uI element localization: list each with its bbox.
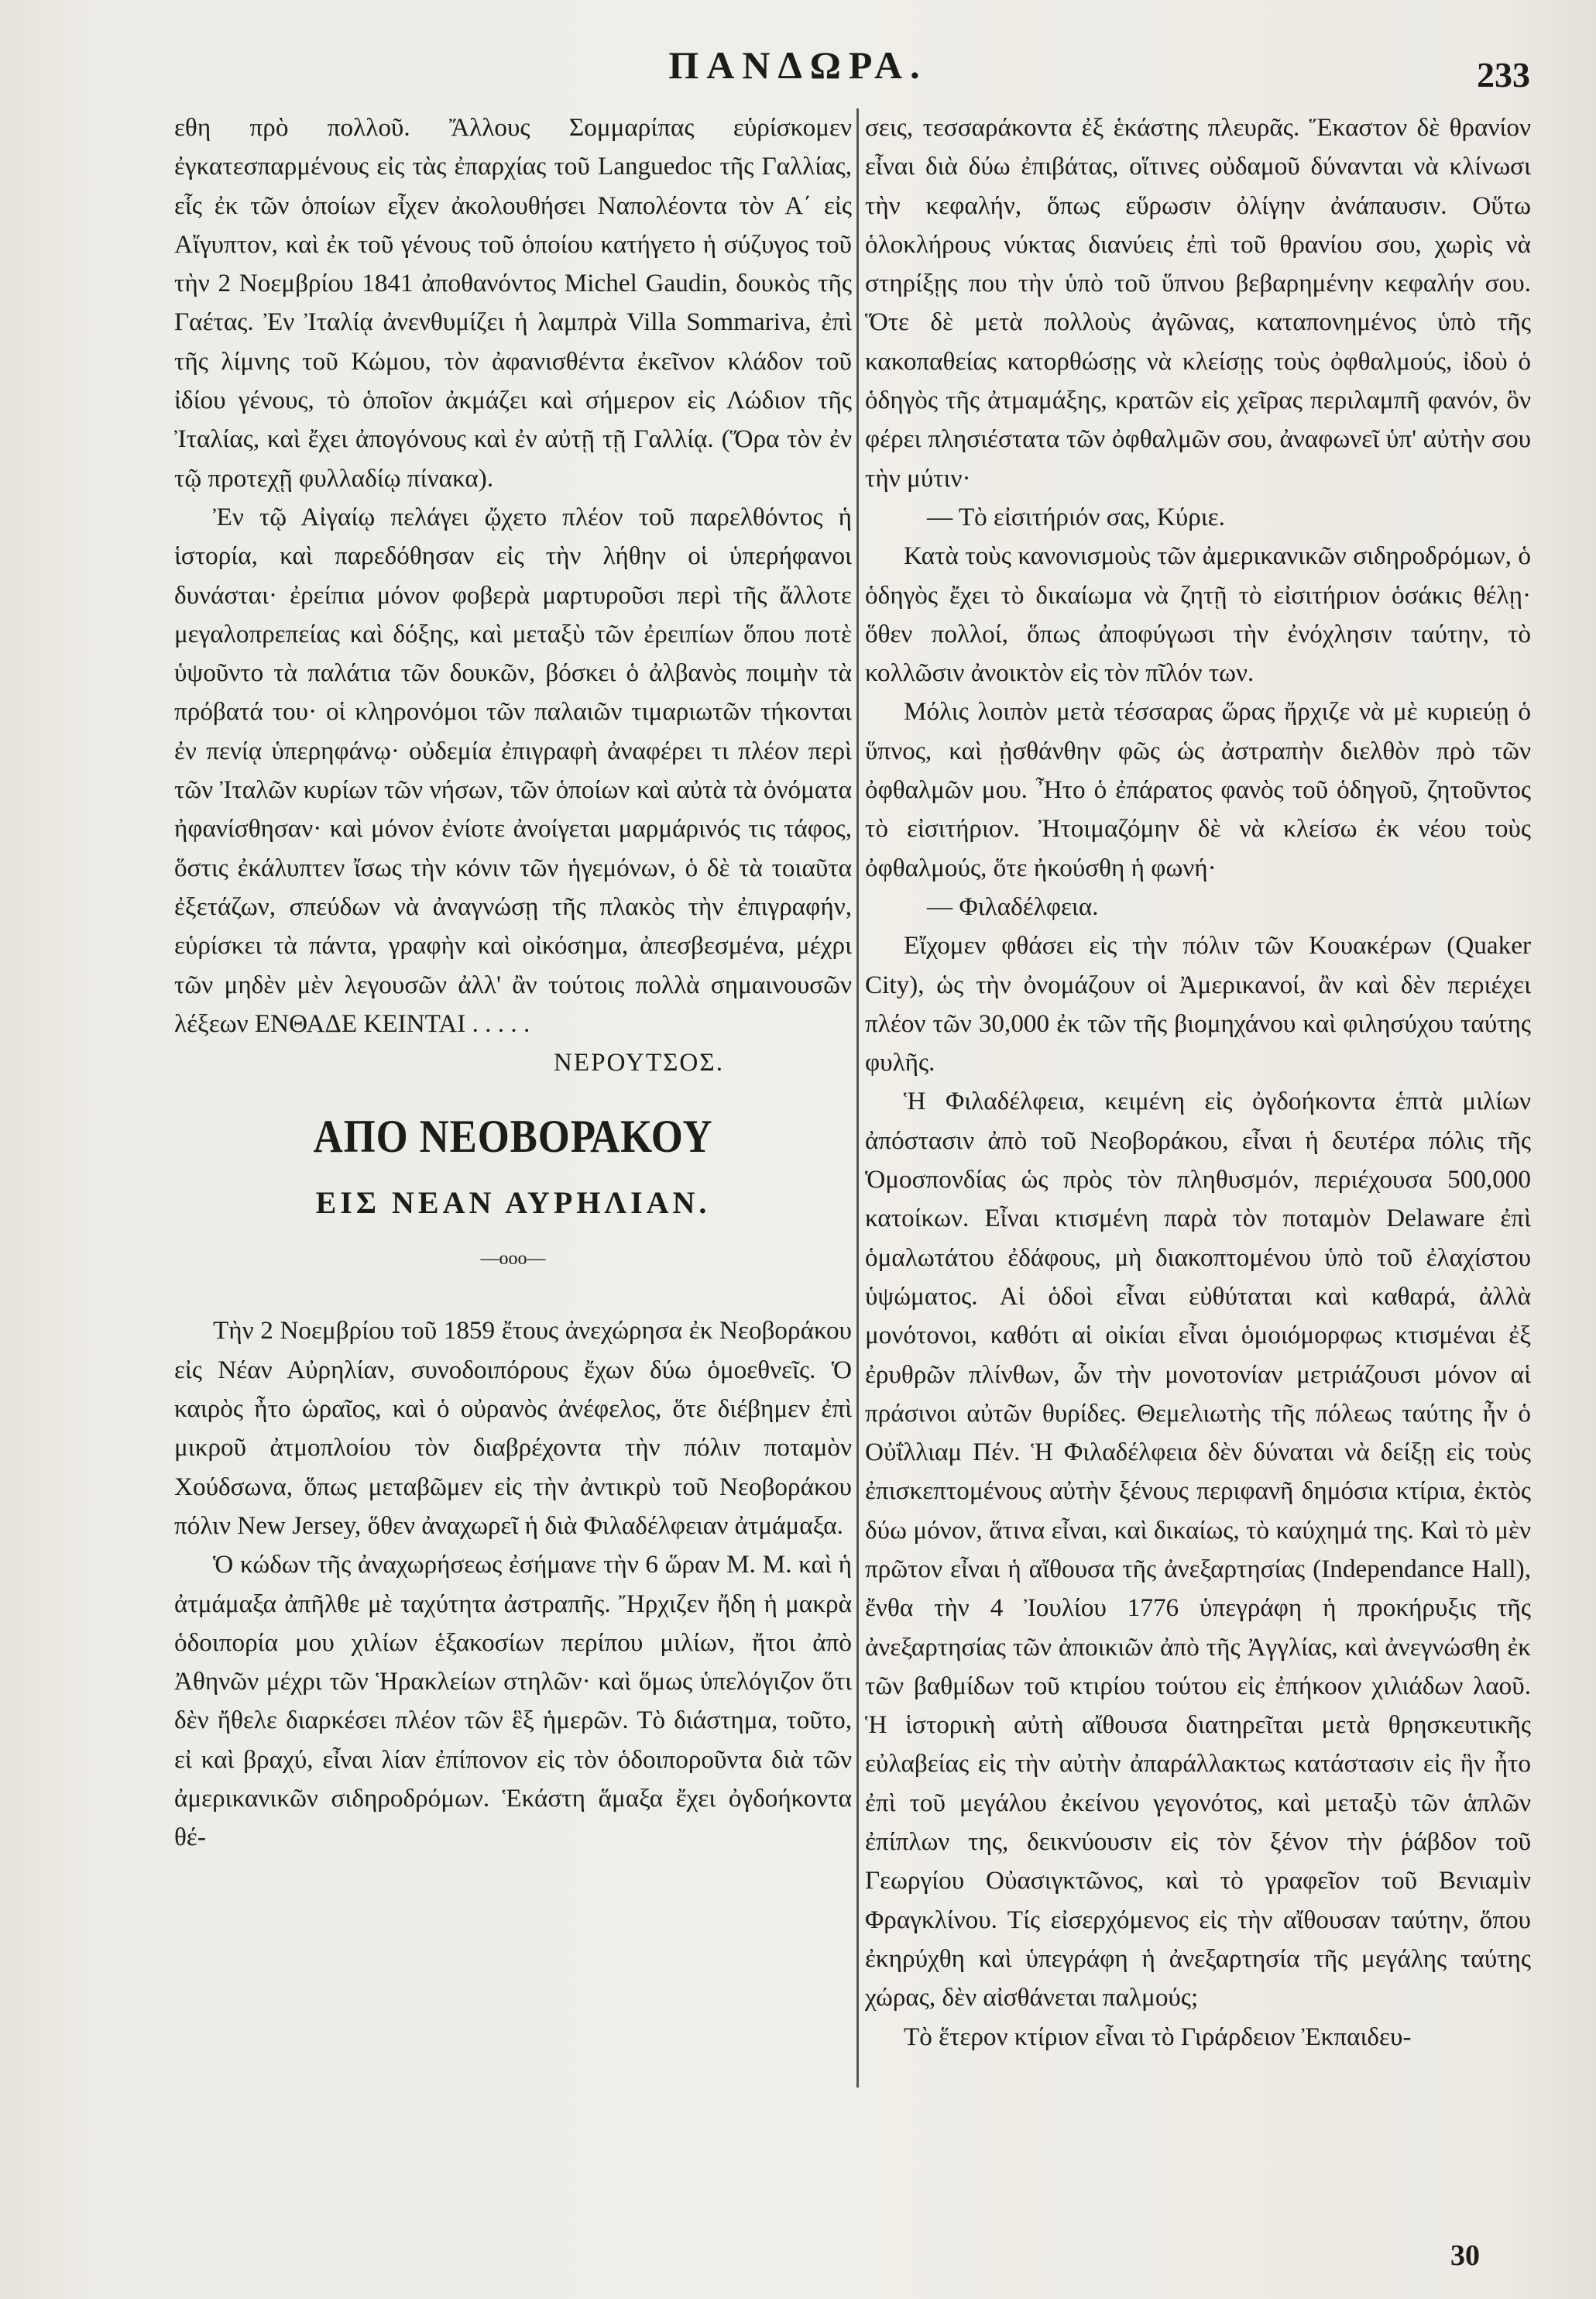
page-number: 233	[1477, 55, 1530, 95]
paragraph: Ἡ Φιλαδέλφεια, κειμένη εἰς ὀγδοήκοντα ἑπτὰ μιλίων ἀπόστασιν ἀπὸ τοῦ Νεοβοράκου, εἶναι ἡ δευτέρα πόλις τῆς Ὁμοσπονδίας ὡς πρὸς τὸν πληθυσμόν, περιέχουσα 500,000 κατοίκων. Εἶναι κτισμένη παρὰ τὸν ποταμὸν Delaware ἐπὶ ὁμαλωτάτου ἐδάφους, μὴ διακοπτομένου ὑπὸ τοῦ ἐλαχίστου ὑψώματος. Αἱ ὁδοὶ εἶναι εὐθύταται καὶ καθαρά, ἀλλὰ μονότονοι, καθότι αἱ οἰκίαι εἶναι ὁμοιόμορφως κτισμέναι ἐξ ἐρυθρῶν πλίνθων, ὧν τὴν μονοτονίαν μετριάζουσι μόνον αἱ πράσινοι αὐτῶν θυρίδες. Θεμελιωτὴς τῆς πόλεως ταύτης ἦν ὁ Οὐΐλλιαμ Πέν. Ἡ Φιλαδέλφεια δὲν δύναται νὰ δείξῃ εἰς τοὺς ἐπισκεπτομένους αὐτὴν ξένους περιφανῆ δημόσια κτίρια, ἐκτὸς δύω μόνον, ἅτινα εἶναι, καὶ δικαίως, τὸ καύχημά της. Καὶ τὸ μὲν πρῶτον εἶναι ἡ αἴθουσα τῆς ἀνεξαρτησίας (Independance Hall), ἔνθα τὴν 4 Ἰουλίου 1776 ὑπεγράφη ἡ προκήρυξις τῆς ἀνεξαρτησίας τῶν ἀποικιῶν ἀπὸ τῆς Ἀγγλίας, καὶ ἀνεγνώσθη ἐκ τῶν βαθμίδων τοῦ κτιρίου τούτου εἰς ἐπήκοον χιλιάδων λαοῦ. Ἡ ἱστορικὴ αὐτὴ αἴθουσα διατηρεῖται μετὰ θρησκευτικῆς εὐλαβείας εἰς τὴν αὐτὴν ἀπαράλλακτως κατάστασιν εἰς ἣν ἦτο ἐπὶ τοῦ μεγάλου ἐκείνου γεγονότος, καὶ μεταξὺ τῶν ἁπλῶν ἐπίπλων της, δεικνύουσιν εἰς τὸν ξένον τὴν ῥάβδον τοῦ Γεωργίου Οὐασιγκτῶνος, καὶ τὸ γραφεῖον τοῦ Βενιαμὶν Φραγκλίνου. Τίς εἰσερχόμενος εἰς τὴν αἴθουσαν ταύτην, ὅπου ἐκηρύχθη καὶ ὑπεγράφη ἡ ἀνεξαρτησία τῆς μεγάλης ταύτης χώρας, δὲν αἰσθάνεται παλμούς;	[865, 1087, 1531, 2012]
article-subtitle: ΕΙΣ ΝΕΑΝ ΑΥΡΗΛΙΑΝ.	[315, 1185, 711, 1221]
paragraph: Μόλις λοιπὸν μετὰ τέσσαρας ὥρας ἤρχιζε νὰ μὲ κυριεύῃ ὁ ὕπνος, καὶ ᾐσθάνθην φῶς ὡς ἀστραπὴν διελθὸν πρὸ τῶν ὀφθαλμῶν μου. Ἦτο ὁ ἐπάρατος φανὸς τοῦ ὁδηγοῦ, ζητοῦντος τὸ εἰσιτήριον. Ἠτοιμαζόμην δὲ νὰ κλείσω ἐκ νέου τοὺς ὀφθαλμούς, ὅτε ἠκούσθη ἡ φωνή·	[865, 697, 1531, 882]
paragraph: Εἴχομεν φθάσει εἰς τὴν πόλιν τῶν Κουακέρων (Quaker City), ὡς τὴν ὀνομάζουν οἱ Ἀμερικανοί, ἂν καὶ δὲν περιέχει πλέον τῶν 30,000 ἐκ τῶν τῆς βιομηχάνου καὶ φιλησύχου ταύτης φυλῆς.	[865, 931, 1531, 1077]
paragraph: σεις, τεσσαράκοντα ἐξ ἑκάστης πλευρᾶς. Ἕκαστον δὲ θρανίον εἶναι διὰ δύω ἐπιβάτας, οἵτινες οὐδαμοῦ δύνανται νὰ κλίνωσι τὴν κεφαλήν, ὅπως εὕρωσιν ὀλίγην ἀνάπαυσιν. Οὕτω ὁλοκλήρους νύκτας διανύεις ἐπὶ τοῦ θρανίου σου, χωρὶς νὰ στηρίξῃς που τὴν ὑπὸ τοῦ ὕπνου βεβαρημένην κεφαλήν σου. Ὅτε δὲ μετὰ πολλοὺς ἀγῶνας, καταπονημένος ὑπὸ τῆς κακοπαθείας κατορθώσῃς νὰ κλείσῃς τοὺς ὀφθαλμούς, ἰδοὺ ὁ ὁδηγὸς τῆς ἀτμαμάξης, κρατῶν εἰς χεῖρας περιλαμπῆ φανόν, ὃν φέρει πλησιέστατα τῶν ὀφθαλμῶν σου, ἀναφωνεῖ ὑπ' αὐτὴν σου τὴν μύτιν·	[865, 113, 1531, 493]
paragraph: Τὴν 2 Νοεμβρίου τοῦ 1859 ἔτους ἀνεχώρησα ἐκ Νεοβοράκου εἰς Νέαν Αὐρηλίαν, συνοδοιπόρους ἔχων δύω ὁμοεθνεῖς. Ὁ καιρὸς ἦτο ὡραῖος, καὶ ὁ οὐρανὸς ἀνέφελος, ὅτε διέβημεν ἐπὶ μικροῦ ἀτμοπλοίου τὸν διαβρέχοντα τὴν πόλιν ποταμὸν Χούδσωνα, ὅπως μεταβῶμεν εἰς τὴν ἀντικρὺ τοῦ Νεοβοράκου πόλιν New Jersey, ὅθεν ἀναχωρεῖ ἡ διὰ Φιλαδέλφειαν ἀτμάμαξα.	[174, 1316, 852, 1540]
dialogue-line: — Τὸ εἰσιτήριόν σας, Κύριε.	[927, 502, 1225, 531]
paragraph: Ἐν τῷ Αἰγαίῳ πελάγει ᾤχετο πλέον τοῦ παρελθόντος ἡ ἱστορία, καὶ παρεδόθησαν εἰς τὴν λήθην οἱ ὑπερήφανοι δυνάσται· ἐρείπια μόνον φοβερὰ μαρτυροῦσι περὶ τῆς ἄλλοτε μεγαλοπρεπείας καὶ δόξης, καὶ μεταξὺ τῶν ἐρειπίων ὅπου ποτὲ ὑψοῦντο τὰ παλάτια τῶν δουκῶν, βόσκει ὁ ἀλβανὸς ποιμὴν τὰ πρόβατά του· οἱ κληρονόμοι τῶν παλαιῶν τιμαριωτῶν τήκονται ἐν πενίᾳ ὑπερηφάνῳ· οὐδεμία ἐπιγραφὴ ἀναφέρει τι πλέον περὶ τῶν Ἰταλῶν κυρίων τῶν νήσων, τῶν ὁποίων καὶ αὐτὰ τὰ ὀνόματα ἠφανίσθησαν· καὶ μόνον ἐνίοτε ἀνοίγεται μαρμάρινός τις τάφος, ὅστις ἐκάλυπτεν ἴσως τὴν κόνιν τῶν ἡγεμόνων, ὁ δὲ τὰ τοιαῦτα ἐξετάζων, σπεύδων νὰ ἀναγνώσῃ τῆς πλακὸς τὴν ἐπιγραφήν, εὑρίσκει τὰ πάντα, γραφὴν καὶ οἰκόσημα, ἀπεσβεσμένα, μέχρι τῶν μηδὲν μὲν λεγουσῶν ἀλλ' ἂν τούτοις πολλὰ σημαινουσῶν λέξεων ΕΝΘΑΔΕ ΚΕΙΝΤΑΙ . . . . .	[174, 502, 852, 1038]
paragraph: Ὁ κώδων τῆς ἀναχωρήσεως ἐσήμανε τὴν 6 ὥραν Μ. Μ. καὶ ἡ ἀτμάμαξα ἀπῆλθε μὲ ταχύτητα ἀστραπῆς. Ἤρχιζεν ἤδη ἡ μακρὰ ὁδοιπορία μου χιλίων ἑξακοσίων περίπου μιλίων, ἤτοι ἀπὸ Ἀθηνῶν μέχρι τῶν Ἡρακλείων στηλῶν· καὶ ὅμως ὑπελόγιζον ὅτι δὲν ἤθελε διαρκέσει πλέον τῶν ἓξ ἡμερῶν. Τὸ διάστημα, τοῦτο, εἰ καὶ βραχύ, εἶναι λίαν ἐπίπονον εἰς τὸν ὁδοιποροῦντα διὰ τῶν ἀμερικανικῶν σιδηροδρόμων. Ἑκάστη ἅμαξα ἔχει ὀγδοήκοντα θέ-	[174, 1550, 852, 1852]
paragraph: εθη πρὸ πολλοῦ. Ἄλλους Σομμαρίπας εὑρίσκομεν ἐγκατεσπαρμένους εἰς τὰς ἐπαρχίας τοῦ Languedoc τῆς Γαλλίας, εἷς ἐκ τῶν ὁποίων εἶχεν ἀκολουθήσει Ναπολέοντα τὸν Α΄ εἰς Αἴγυπτον, καὶ ἐκ τοῦ γένους τοῦ ὁποίου κατήγετο ἡ σύζυγος τοῦ τὴν 2 Νοεμβρίου 1841 ἀποθανόντος Michel Gaudin, δουκὸς τῆς Γαέτας. Ἐν Ἰταλίᾳ ἀνενθυμίζει ἡ λαμπρὰ Villa Sommariva, ἐπὶ τῆς λίμνης τοῦ Κώμου, τὸν ἀφανισθέντα ἐκεῖνον κλάδον τοῦ ἰδίου γένους, τὸ ὁποῖον ἀκμάζει καὶ σήμερον εἰς Λώδιον τῆς Ἰταλίας, καὶ ἔχει ἀπογόνους καὶ ἐν αὐτῇ τῇ Γαλλίᾳ. (Ὅρα τὸν ἐν τῷ προτεχῇ φυλλαδίῳ πίνακα).	[174, 113, 852, 493]
left-column	[174, 108, 852, 1857]
dialogue-line: — Φιλαδέλφεια.	[927, 892, 1099, 921]
paragraph: Τὸ ἕτερον κτίριον εἶναι τὸ Γιράρδειον Ἐκπαιδευ-	[904, 2022, 1412, 2051]
signature-mark: 30	[1450, 2239, 1480, 2272]
right-column	[865, 108, 1531, 2057]
journal-title: ΠΑΝΔΩΡΑ.	[668, 43, 928, 87]
article-title: ΑΠΟ ΝΕΟΒΟΡΑΚΟΥ	[313, 1111, 713, 1163]
paragraph: Κατὰ τοὺς κανονισμοὺς τῶν ἀμερικανικῶν σιδηροδρόμων, ὁ ὁδηγὸς ἔχει τὸ δικαίωμα νὰ ζητῇ τὸ εἰσιτήριον ὁσάκις θέλῃ· ὅθεν πολλοί, ὅπως ἀποφύγωσι τὴν ἐνόχλησιν ταύτην, τὸ κολλῶσιν ἀνοικτὸν εἰς τὸν πῖλόν των.	[865, 541, 1531, 688]
author-signature: ΝΕΡΟΥΤΣΟΣ.	[553, 1048, 724, 1077]
column-divider	[856, 108, 859, 2088]
section-ornament: —ooo—	[480, 1249, 546, 1270]
